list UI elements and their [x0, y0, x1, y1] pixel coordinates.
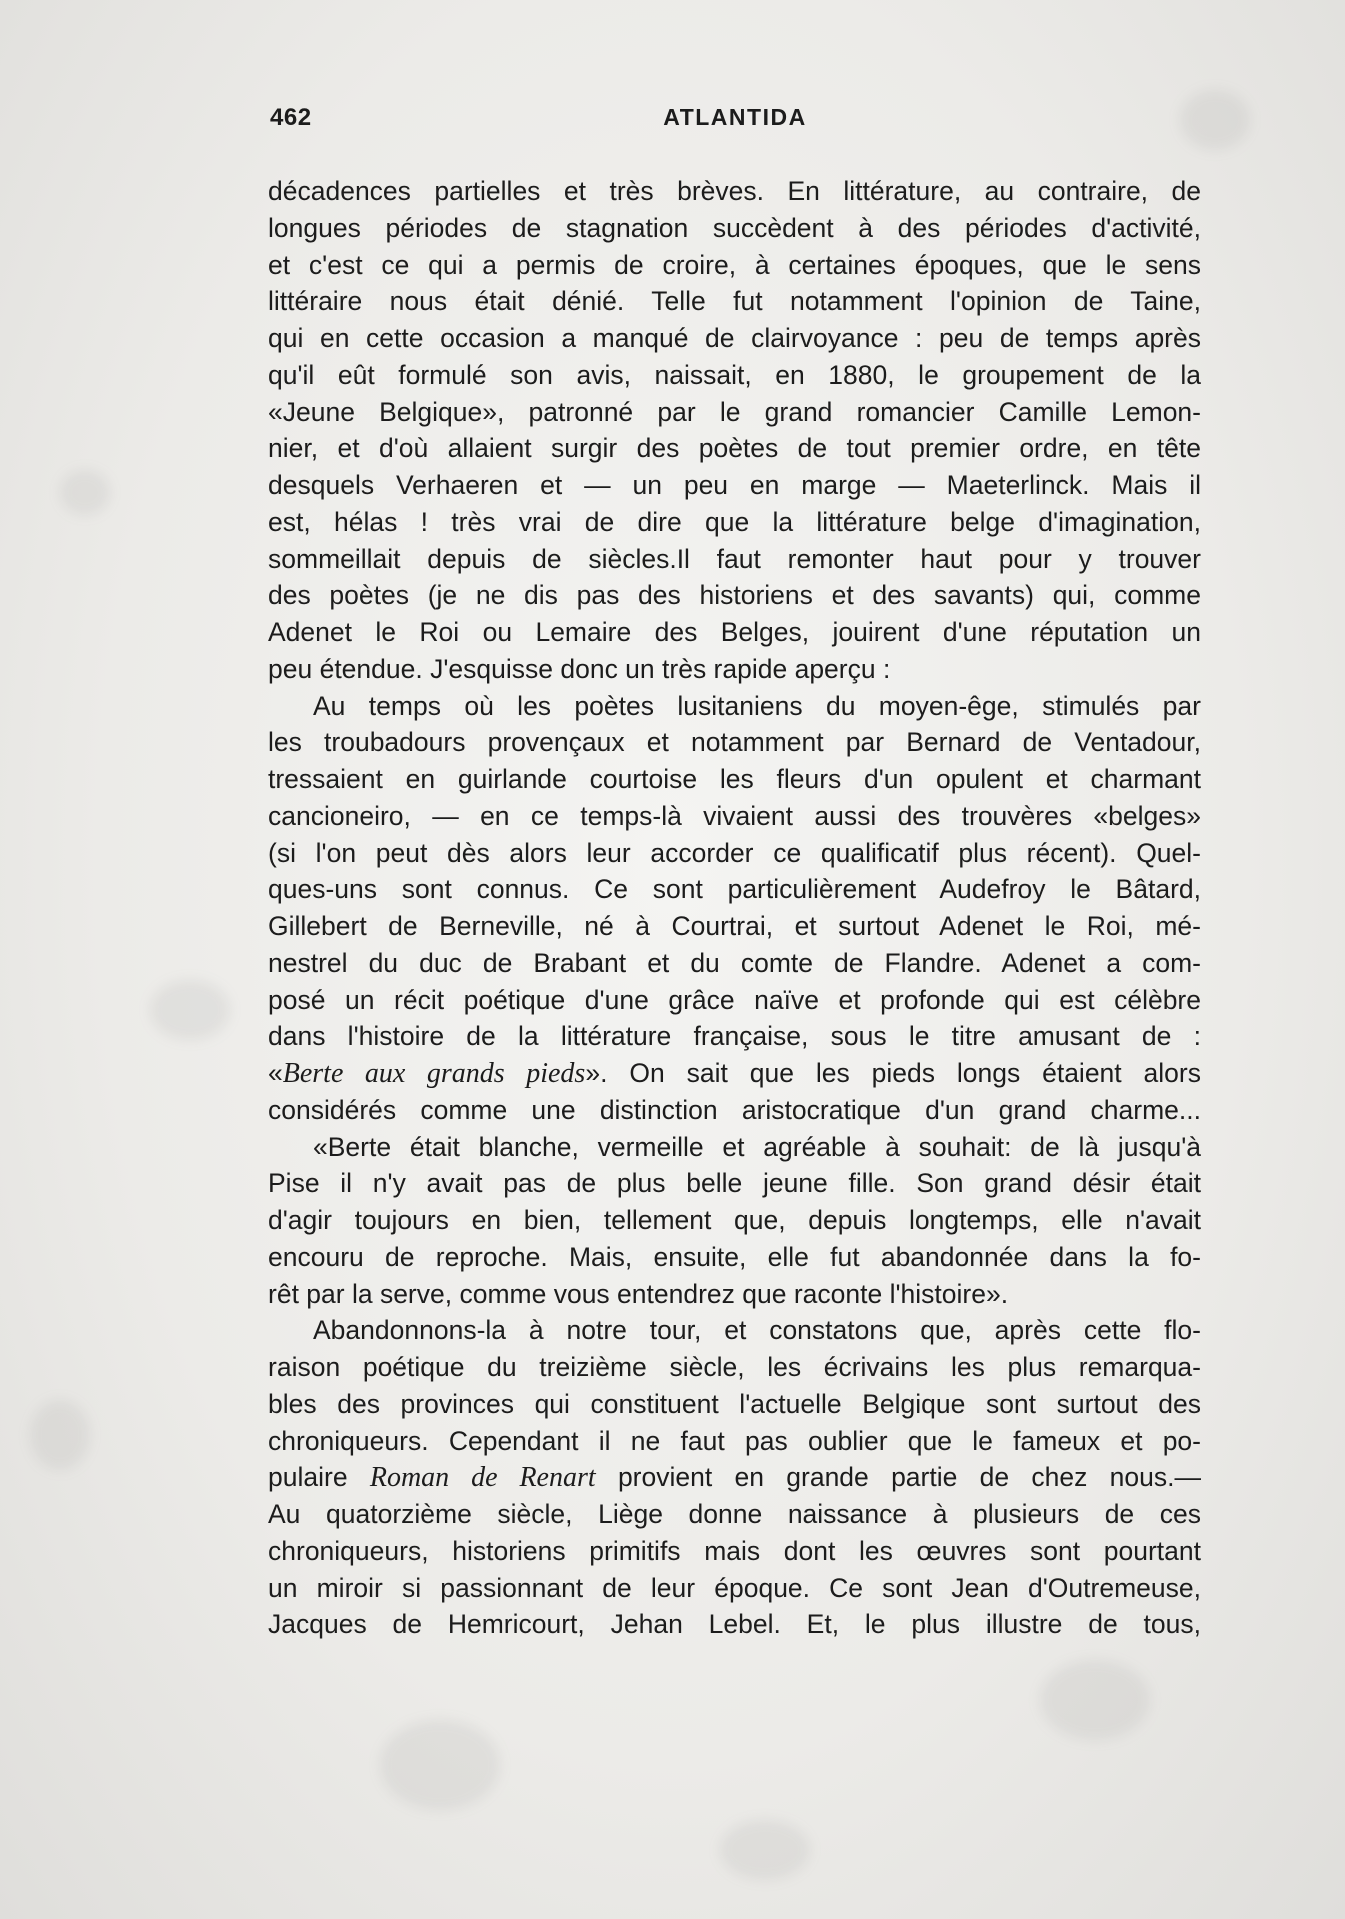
text-line: «Jeune Belgique», patronné par le grand romancier Camille Lemon- — [268, 396, 1201, 427]
text-line: (si l'on peut dès alors leur accorder ce qualificatif plus récent). Quel- — [268, 837, 1201, 868]
text-line: «Berte était blanche, vermeille et agréable à souhait: de là jusqu'à — [313, 1131, 1201, 1162]
text-line-segment: provient en grande partie de chez nous.— — [595, 1462, 1201, 1493]
text-line: les troubadours provençaux et notamment par Bernard de Ventadour, — [268, 727, 1201, 758]
page-header — [270, 104, 1200, 144]
italic-title: Roman de Renart — [369, 1462, 596, 1494]
text-line: un miroir si passionnant de leur époque. Ce sont Jean d'Outremeuse, — [268, 1572, 1201, 1603]
text-line: rêt par la serve, comme vous entendrez que raconte l'histoire». — [268, 1278, 1009, 1309]
text-line: Abandonnons-la à notre tour, et constatons que, après cette flo- — [313, 1315, 1201, 1346]
foxing-spot — [30, 1400, 90, 1470]
text-line-segment: « — [268, 1058, 283, 1088]
text-line: ques-uns sont connus. Ce sont particulièrement Audefroy le Bâtard, — [268, 874, 1201, 905]
text-line: décadences partielles et très brèves. En littérature, au contraire, de — [268, 176, 1201, 206]
text-line: tressaient en guirlande courtoise les fleurs d'un opulent et charmant — [268, 764, 1201, 794]
text-line: Adenet le Roi ou Lemaire des Belges, jouirent d'une réputation un — [268, 617, 1201, 647]
text-line: Jacques de Hemricourt, Jehan Lebel. Et, le plus illustre de tous, — [268, 1609, 1201, 1640]
text-line: littéraire nous était dénié. Telle fut notamment l'opinion de Taine, — [268, 286, 1201, 317]
text-line: est, hélas ! très vrai de dire que la littérature belge d'imagination, — [268, 506, 1201, 537]
text-line: qu'il eût formulé son avis, naissait, en 1880, le groupement de la — [268, 359, 1201, 390]
text-line — [268, 1459, 1201, 1496]
text-line: nier, et d'où allaient surgir des poètes de tout premier ordre, en tête — [268, 433, 1201, 464]
foxing-spot — [720, 1820, 810, 1880]
text-line: des poètes (je ne dis pas des historiens et des savants) qui, comme — [268, 580, 1201, 611]
text-line: sommeillait depuis de siècles.Il faut remonter haut pour y trouver — [268, 543, 1201, 574]
text-line: chroniqueurs. Cependant il ne faut pas oublier que le fameux et po- — [268, 1425, 1201, 1456]
running-head: ATLANTIDA — [663, 104, 807, 130]
italic-title: Berte aux grands pieds — [282, 1058, 586, 1089]
text-line: peu étendue. J'esquisse donc un très rapide aperçu : — [268, 653, 891, 684]
text-line: desquels Verhaeren et — un peu en marge — Maeterlinck. Mais il — [268, 470, 1201, 500]
text-line: Au quatorzième siècle, Liège donne naissance à plusieurs de ces — [268, 1499, 1201, 1529]
text-line: nestrel du duc de Brabant et du comte de Flandre. Adenet a com- — [268, 947, 1201, 978]
text-line: Pise il n'y avait pas de plus belle jeune fille. Son grand désir était — [268, 1168, 1201, 1199]
text-line: raison poétique du treizième siècle, les écrivains les plus remarqua- — [268, 1352, 1201, 1382]
text-line: d'agir toujours en bien, tellement que, depuis longtemps, elle n'avait — [268, 1205, 1201, 1235]
text-line-segment: ». On sait que les pieds longs étaient alors — [585, 1058, 1201, 1088]
text-line-segment: pulaire — [268, 1462, 370, 1493]
text-line: cancioneiro, — en ce temps-là vivaient aussi des trouvères «belges» — [268, 800, 1201, 831]
text-line: qui en cette occasion a manqué de clairvoyance : peu de temps après — [268, 323, 1201, 353]
body-text — [268, 173, 1201, 1643]
text-line: posé un récit poétique d'une grâce naïve et profonde qui est célèbre — [268, 984, 1201, 1015]
text-line: longues périodes de stagnation succèdent à des périodes d'activité, — [268, 212, 1201, 243]
foxing-spot — [60, 470, 110, 515]
foxing-spot — [1040, 1660, 1150, 1740]
text-line: considérés comme une distinction aristocratique d'un grand charme... — [268, 1094, 1201, 1125]
text-line: bles des provinces qui constituent l'actuelle Belgique sont surtout des — [268, 1388, 1201, 1419]
foxing-spot — [380, 1720, 500, 1810]
page-number: 462 — [270, 104, 312, 131]
text-line: Au temps où les poètes lusitaniens du moyen-êge, stimulés par — [313, 690, 1201, 721]
text-line: encouru de reproche. Mais, ensuite, elle fut abandonnée dans la fo- — [268, 1241, 1201, 1272]
text-line: et c'est ce qui a permis de croire, à certaines époques, que le sens — [268, 249, 1201, 280]
text-line: chroniqueurs, historiens primitifs mais dont les œuvres sont pourtant — [268, 1535, 1201, 1566]
text-line: dans l'histoire de la littérature française, sous le titre amusant de : — [268, 1021, 1201, 1052]
text-line — [268, 1055, 1201, 1092]
foxing-spot — [150, 980, 230, 1040]
text-line: Gillebert de Berneville, né à Courtrai, et surtout Adenet le Roi, mé- — [268, 911, 1201, 941]
